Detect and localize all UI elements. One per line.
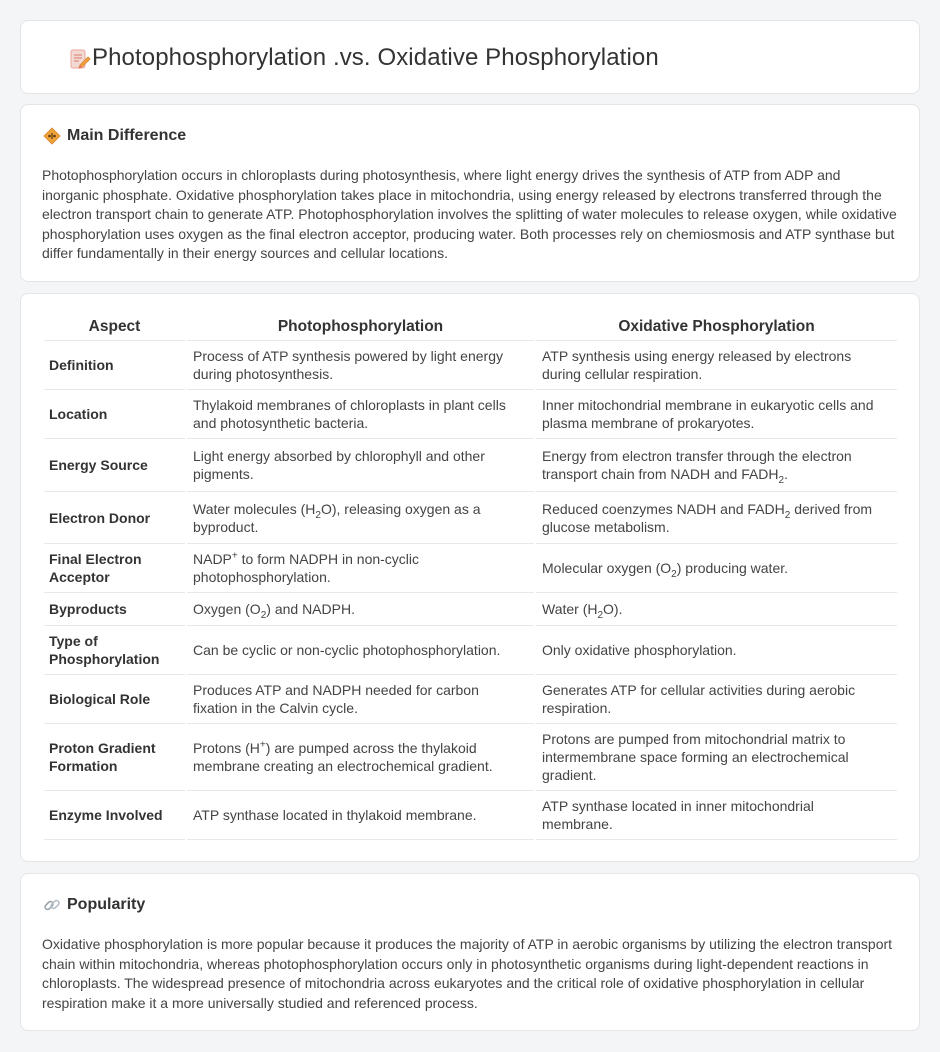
main-difference-text: Photophosphorylation occurs in chloroplasts during photosynthesis, where light energy drives the synthesis of ATP from ADP and inorganic phosphate. Oxidative phosphorylation takes place in mitochondria, using energy released by electrons transferred through the electron transport chain to generate ATP. Photophosphorylation involves the splitting of water molecules to release oxygen, while oxidative phosphorylation uses oxygen as the final electron acceptor, producing water. Both processes rely on chemiosmosis and ATP synthase but differ fundamentally in their energy sources and cellular locations. xyxy=(42,167,897,261)
document-pencil-icon xyxy=(69,48,91,72)
row-oxid-cell: Generates ATP for cellular activities during aerobic respiration. xyxy=(536,675,897,724)
row-oxid-cell: Inner mitochondrial membrane in eukaryotic cells and plasma membrane of prokaryotes. xyxy=(536,390,897,439)
table-row xyxy=(44,626,897,675)
row-oxid-cell: ATP synthase located in inner mitochondrial membrane. xyxy=(536,791,897,840)
popularity-text: Oxidative phosphorylation is more popular because it produces the majority of ATP in aerobic organisms by utilizing the electron transport chain within mitochondria, whereas photophosphorylation occurs only in photosynthetic organisms during light-dependent reactions in chloroplasts. The widespread presence of mitochondria across eukaryotes and the critical role of oxidative phosphorylation in cellular respiration make it a more universally studied and referenced process. xyxy=(42,936,893,1011)
row-aspect: Type of Phosphorylation xyxy=(44,626,185,675)
row-photo-cell: Process of ATP synthesis powered by light energy during photosynthesis. xyxy=(187,341,534,390)
table-row xyxy=(44,439,897,492)
table-row xyxy=(44,390,897,439)
table-row xyxy=(44,593,897,626)
main-difference-header xyxy=(43,127,186,145)
main-difference-card xyxy=(20,104,920,282)
table-row xyxy=(44,791,897,840)
main-difference-heading: Main Difference xyxy=(67,127,187,144)
row-photo-cell: NADP+ to form NADPH in non-cyclic photophosphorylation. xyxy=(187,544,534,593)
row-aspect: Electron Donor xyxy=(44,492,185,544)
popularity-card xyxy=(20,873,920,1031)
row-oxid-cell: Water $(H_2O)$. xyxy=(536,593,897,626)
row-aspect: Biological Role xyxy=(44,675,185,724)
row-aspect: Enzyme Involved xyxy=(44,791,185,840)
popularity-heading: Popularity xyxy=(67,896,146,913)
row-photo-cell: Can be cyclic or non-cyclic photophosphorylation. xyxy=(187,626,534,675)
row-photo-cell: Protons (H+) are pumped across the thylakoid membrane creating an electrochemical gradient. xyxy=(187,724,534,791)
row-oxid-cell: Reduced coenzymes NADH and $FADH_2$ derived from glucose metabolism. xyxy=(536,492,897,544)
header-photophosphorylation: Photophosphorylation xyxy=(187,315,534,341)
header-aspect: Aspect xyxy=(44,315,185,341)
row-aspect: Location xyxy=(44,390,185,439)
table-header-row xyxy=(44,315,897,341)
comparison-table xyxy=(42,315,899,840)
row-aspect: Proton Gradient Formation xyxy=(44,724,185,791)
page-title: Photophosphorylation .vs. Oxidative Phosphorylation xyxy=(92,44,659,71)
row-photo-cell: Thylakoid membranes of chloroplasts in plant cells and photosynthetic bacteria. xyxy=(187,390,534,439)
row-photo-cell: Produces ATP and NADPH needed for carbon fixation in the Calvin cycle. xyxy=(187,675,534,724)
table-row xyxy=(44,544,897,593)
row-photo-cell: Light energy absorbed by chlorophyll and other pigments. xyxy=(187,439,534,492)
row-oxid-cell: ATP synthesis using energy released by electrons during cellular respiration. xyxy=(536,341,897,390)
table-row xyxy=(44,341,897,390)
row-oxid-cell: Only oxidative phosphorylation. xyxy=(536,626,897,675)
row-aspect: Final Electron Acceptor xyxy=(44,544,185,593)
diamond-sign-icon xyxy=(43,127,61,145)
row-photo-cell: Oxygen $(O_2)$ and NADPH. xyxy=(187,593,534,626)
table-row xyxy=(44,675,897,724)
table-row xyxy=(44,492,897,544)
row-oxid-cell: Energy from electron transfer through the electron transport chain from NADH and $FADH_2$. xyxy=(536,439,897,492)
row-oxid-cell: Protons are pumped from mitochondrial matrix to intermembrane space forming an electrochemical gradient. xyxy=(536,724,897,791)
row-aspect: Definition xyxy=(44,341,185,390)
row-aspect: Energy Source xyxy=(44,439,185,492)
row-oxid-cell: Molecular oxygen $(O_2)$ producing water. xyxy=(536,544,897,593)
title-card xyxy=(20,20,920,94)
row-photo-cell: ATP synthase located in thylakoid membrane. xyxy=(187,791,534,840)
comparison-card xyxy=(20,293,920,862)
link-chain-icon xyxy=(43,896,61,914)
row-photo-cell: Water molecules $(H_2O)$, releasing oxygen as a byproduct. xyxy=(187,492,534,544)
popularity-header xyxy=(43,896,145,914)
header-oxidative-phosphorylation: Oxidative Phosphorylation xyxy=(536,315,897,341)
table-row xyxy=(44,724,897,791)
row-aspect: Byproducts xyxy=(44,593,185,626)
